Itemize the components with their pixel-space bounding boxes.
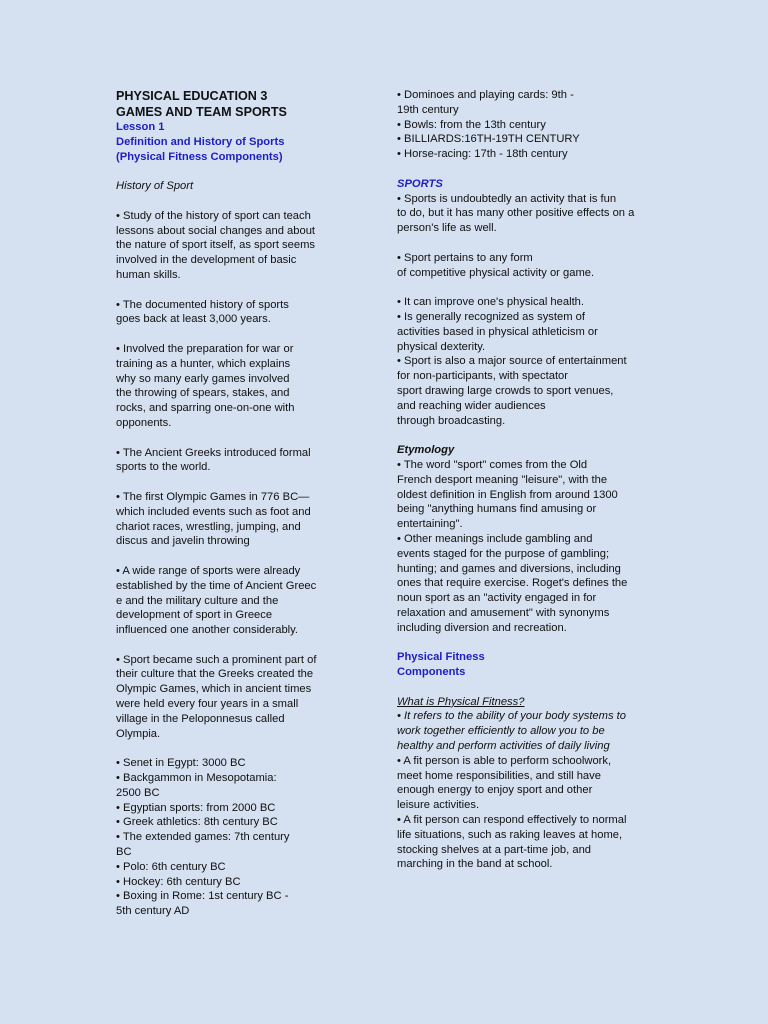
lesson-subtitle: (Physical Fitness Components) [116, 150, 283, 163]
physical-fitness-heading: Physical Fitness [397, 651, 485, 664]
sports-paragraph-2: • Sport pertains to any form of competitive physical activity or game. [397, 251, 595, 279]
sports-heading: SPORTS [397, 177, 443, 190]
history-paragraph-3: • Involved the preparation for war or training as a hunter, which explains why so many early games involved the throwing of spears, stakes, and rocks, and sparring one-on-one with opponents. [116, 342, 295, 429]
fitness-paragraph: • A fit person is able to perform schoolwork, meet home responsibilities, and still have enough energy to enjoy sport and other leisure activities. • A fit person can respond effectively to normal life situations, such as raking leaves at home, stocking shelves at a part-time job, and marching in the band at school. [397, 754, 627, 871]
course-subtitle: GAMES AND TEAM SPORTS [116, 105, 287, 119]
history-paragraph-2: • The documented history of sports goes back at least 3,000 years. [116, 298, 289, 326]
course-title: PHYSICAL EDUCATION 3 [116, 89, 268, 103]
history-heading: History of Sport [116, 180, 194, 193]
history-paragraph-6: • A wide range of sports were already established by the time of Ancient Greec e and the military culture and the development of sport in Greece influenced one another considerably. [116, 564, 317, 637]
left-column [116, 88, 348, 919]
history-paragraph-1: • Study of the history of sport can teach lessons about social changes and about the nature of sport itself, as sport seems involved in the development of basic human skills. [116, 209, 316, 281]
lesson-title: Definition and History of Sports [116, 135, 285, 148]
sports-paragraph-3: • It can improve one's physical health. • Is generally recognized as system of activities based in physical athleticism or physical dexterity. • Sport is also a major source of entertainment for non-participants, with spectator sport drawing large crowds to sport venues, and reaching wider audiences through broadcasting. [397, 296, 627, 427]
history-paragraph-7: • Sport became such a prominent part of their culture that the Greeks created the Olympic Games, which in ancient times were held every four years in a small village in the Peloponnesus called Olympia. [116, 653, 317, 740]
timeline-list-left: • Senet in Egypt: 3000 BC • Backgammon in Mesopotamia: 2500 BC • Egyptian sports: from 2000 BC • Greek athletics: 8th century BC • The extended games: 7th century BC • Polo: 6th century BC • Hockey: 6th century BC • Boxing in Rome: 1st century BC - 5th century AD [116, 757, 290, 918]
physical-fitness-heading-2: Components [397, 666, 466, 679]
lesson-number: Lesson 1 [116, 121, 165, 133]
sports-paragraph-1: • Sports is undoubtedly an activity that is fun to do, but it has many other positive effects on a person's life as well. [397, 192, 635, 235]
history-paragraph-5: • The first Olympic Games in 776 BC— which included events such as foot and chariot races, wrestling, jumping, and discus and javelin throwing [116, 490, 311, 548]
timeline-list-right: • Dominoes and playing cards: 9th - 19th century • Bowls: from the 13th century • BILLIARDS:16TH-19TH CENTURY • Horse-racing: 17th - 18th century [397, 89, 580, 161]
fitness-definition: • It refers to the ability of your body systems to work together efficiently to allow you to be healthy and perform activities of daily living [397, 710, 627, 753]
history-paragraph-4: • The Ancient Greeks introduced formal sports to the world. [116, 446, 311, 474]
etymology-heading: Etymology [397, 444, 455, 457]
what-is-fitness-heading: What is Physical Fitness? [397, 695, 525, 708]
right-column [397, 88, 659, 872]
etymology-paragraph: • The word "sport" comes from the Old French desport meaning "leisure", with the oldest definition in English from around 1300 being "anything humans find amusing or entertaining". • Other meanings include gambling and events staged for the purpose of gambling; hunting; and games and diversions, including ones that require exercise. Roget's defines the noun sport as an "activity engaged in for relaxation and amusement" with synonyms including diversion and recreation. [397, 458, 628, 634]
